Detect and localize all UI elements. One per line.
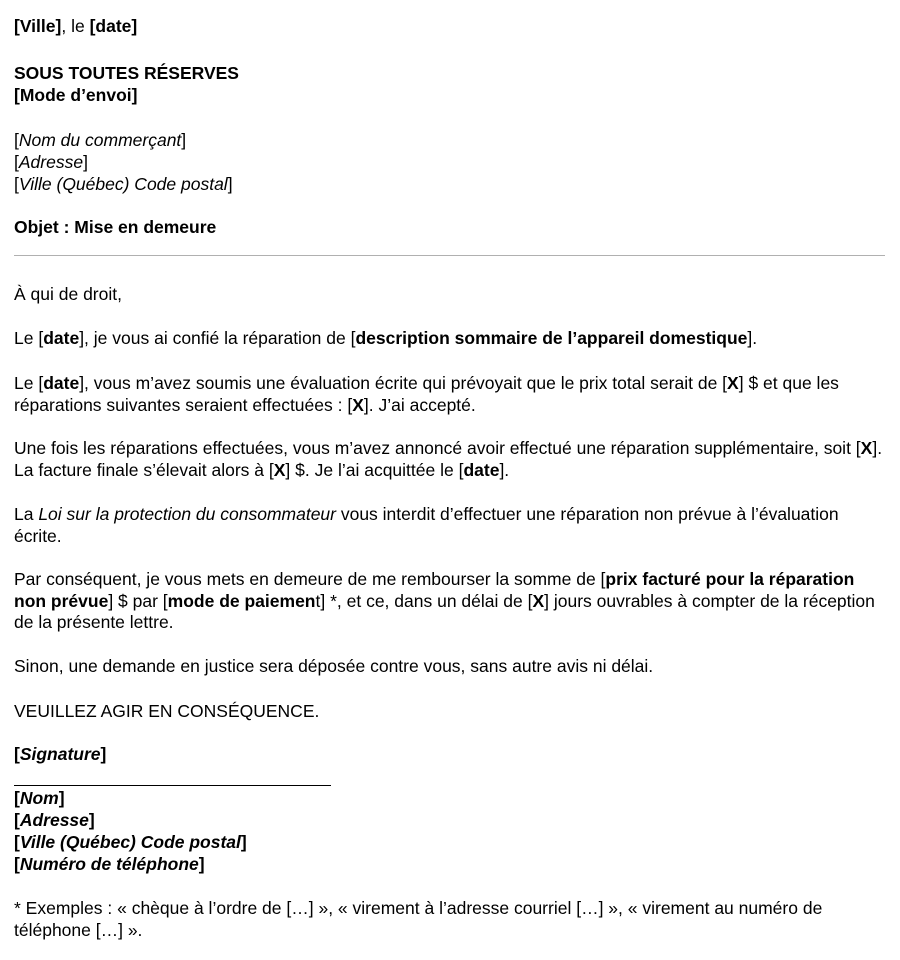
divider [14, 255, 885, 256]
salutation: À qui de droit, [14, 284, 122, 304]
recipient-address: [Adresse] [14, 152, 88, 172]
recipient-name: [Nom du commerçant] [14, 130, 187, 150]
signature-line [14, 785, 331, 786]
recipient-city: [Ville (Québec) Code postal] [14, 174, 233, 194]
paragraph-7: VEUILLEZ AGIR EN CONSÉQUENCE. [14, 701, 320, 721]
signer-address: [Adresse] [14, 810, 95, 830]
signature-label: [Signature] [14, 744, 107, 764]
paragraph-6: Sinon, une demande en justice sera déposée contre vous, sans autre avis ni délai. [14, 656, 654, 676]
city-placeholder: Ville [19, 16, 56, 36]
reserve-notice: SOUS TOUTES RÉSERVES [14, 63, 239, 83]
mode-envoi: [Mode d’envoi] [14, 85, 138, 105]
place-date-line: [Ville], le [date] [14, 16, 138, 36]
subject-line: Objet : Mise en demeure [14, 217, 217, 237]
signer-name: [Nom] [14, 788, 65, 808]
paragraph-1: Le [date], je vous ai confié la réparation de [description sommaire de l’appareil domestique]. [14, 328, 758, 348]
paragraph-4: La Loi sur la protection du consommateur vous interdit d’effectuer une réparation non prévue à l’évaluation écrite. [14, 504, 839, 546]
signer-city: [Ville (Québec) Code postal] [14, 832, 247, 852]
paragraph-2: Le [date], vous m’avez soumis une évaluation écrite qui prévoyait que le prix total serait de [X] $ et que les réparations suivantes seraient effectuées : [X]. J’ai accepté. [14, 373, 839, 415]
footnote: * Exemples : « chèque à l’ordre de […] », « virement à l’adresse courriel […] », « virement au numéro de téléphone […] ». [14, 898, 823, 940]
paragraph-5: Par conséquent, je vous mets en demeure de me rembourser la somme de [prix facturé pour la réparation non prévue] $ par [mode de paiement] *, et ce, dans un délai de [X] jours ouvrables à compter de la réception de la présente lettre. [14, 569, 875, 632]
paragraph-3: Une fois les réparations effectuées, vous m’avez annoncé avoir effectué une réparation supplémentaire, soit [X]. La facture finale s’élevait alors à [X] $. Je l’ai acquittée le [date]. [14, 438, 883, 480]
date-placeholder: date [95, 16, 132, 36]
signer-phone: [Numéro de téléphone] [14, 854, 205, 874]
